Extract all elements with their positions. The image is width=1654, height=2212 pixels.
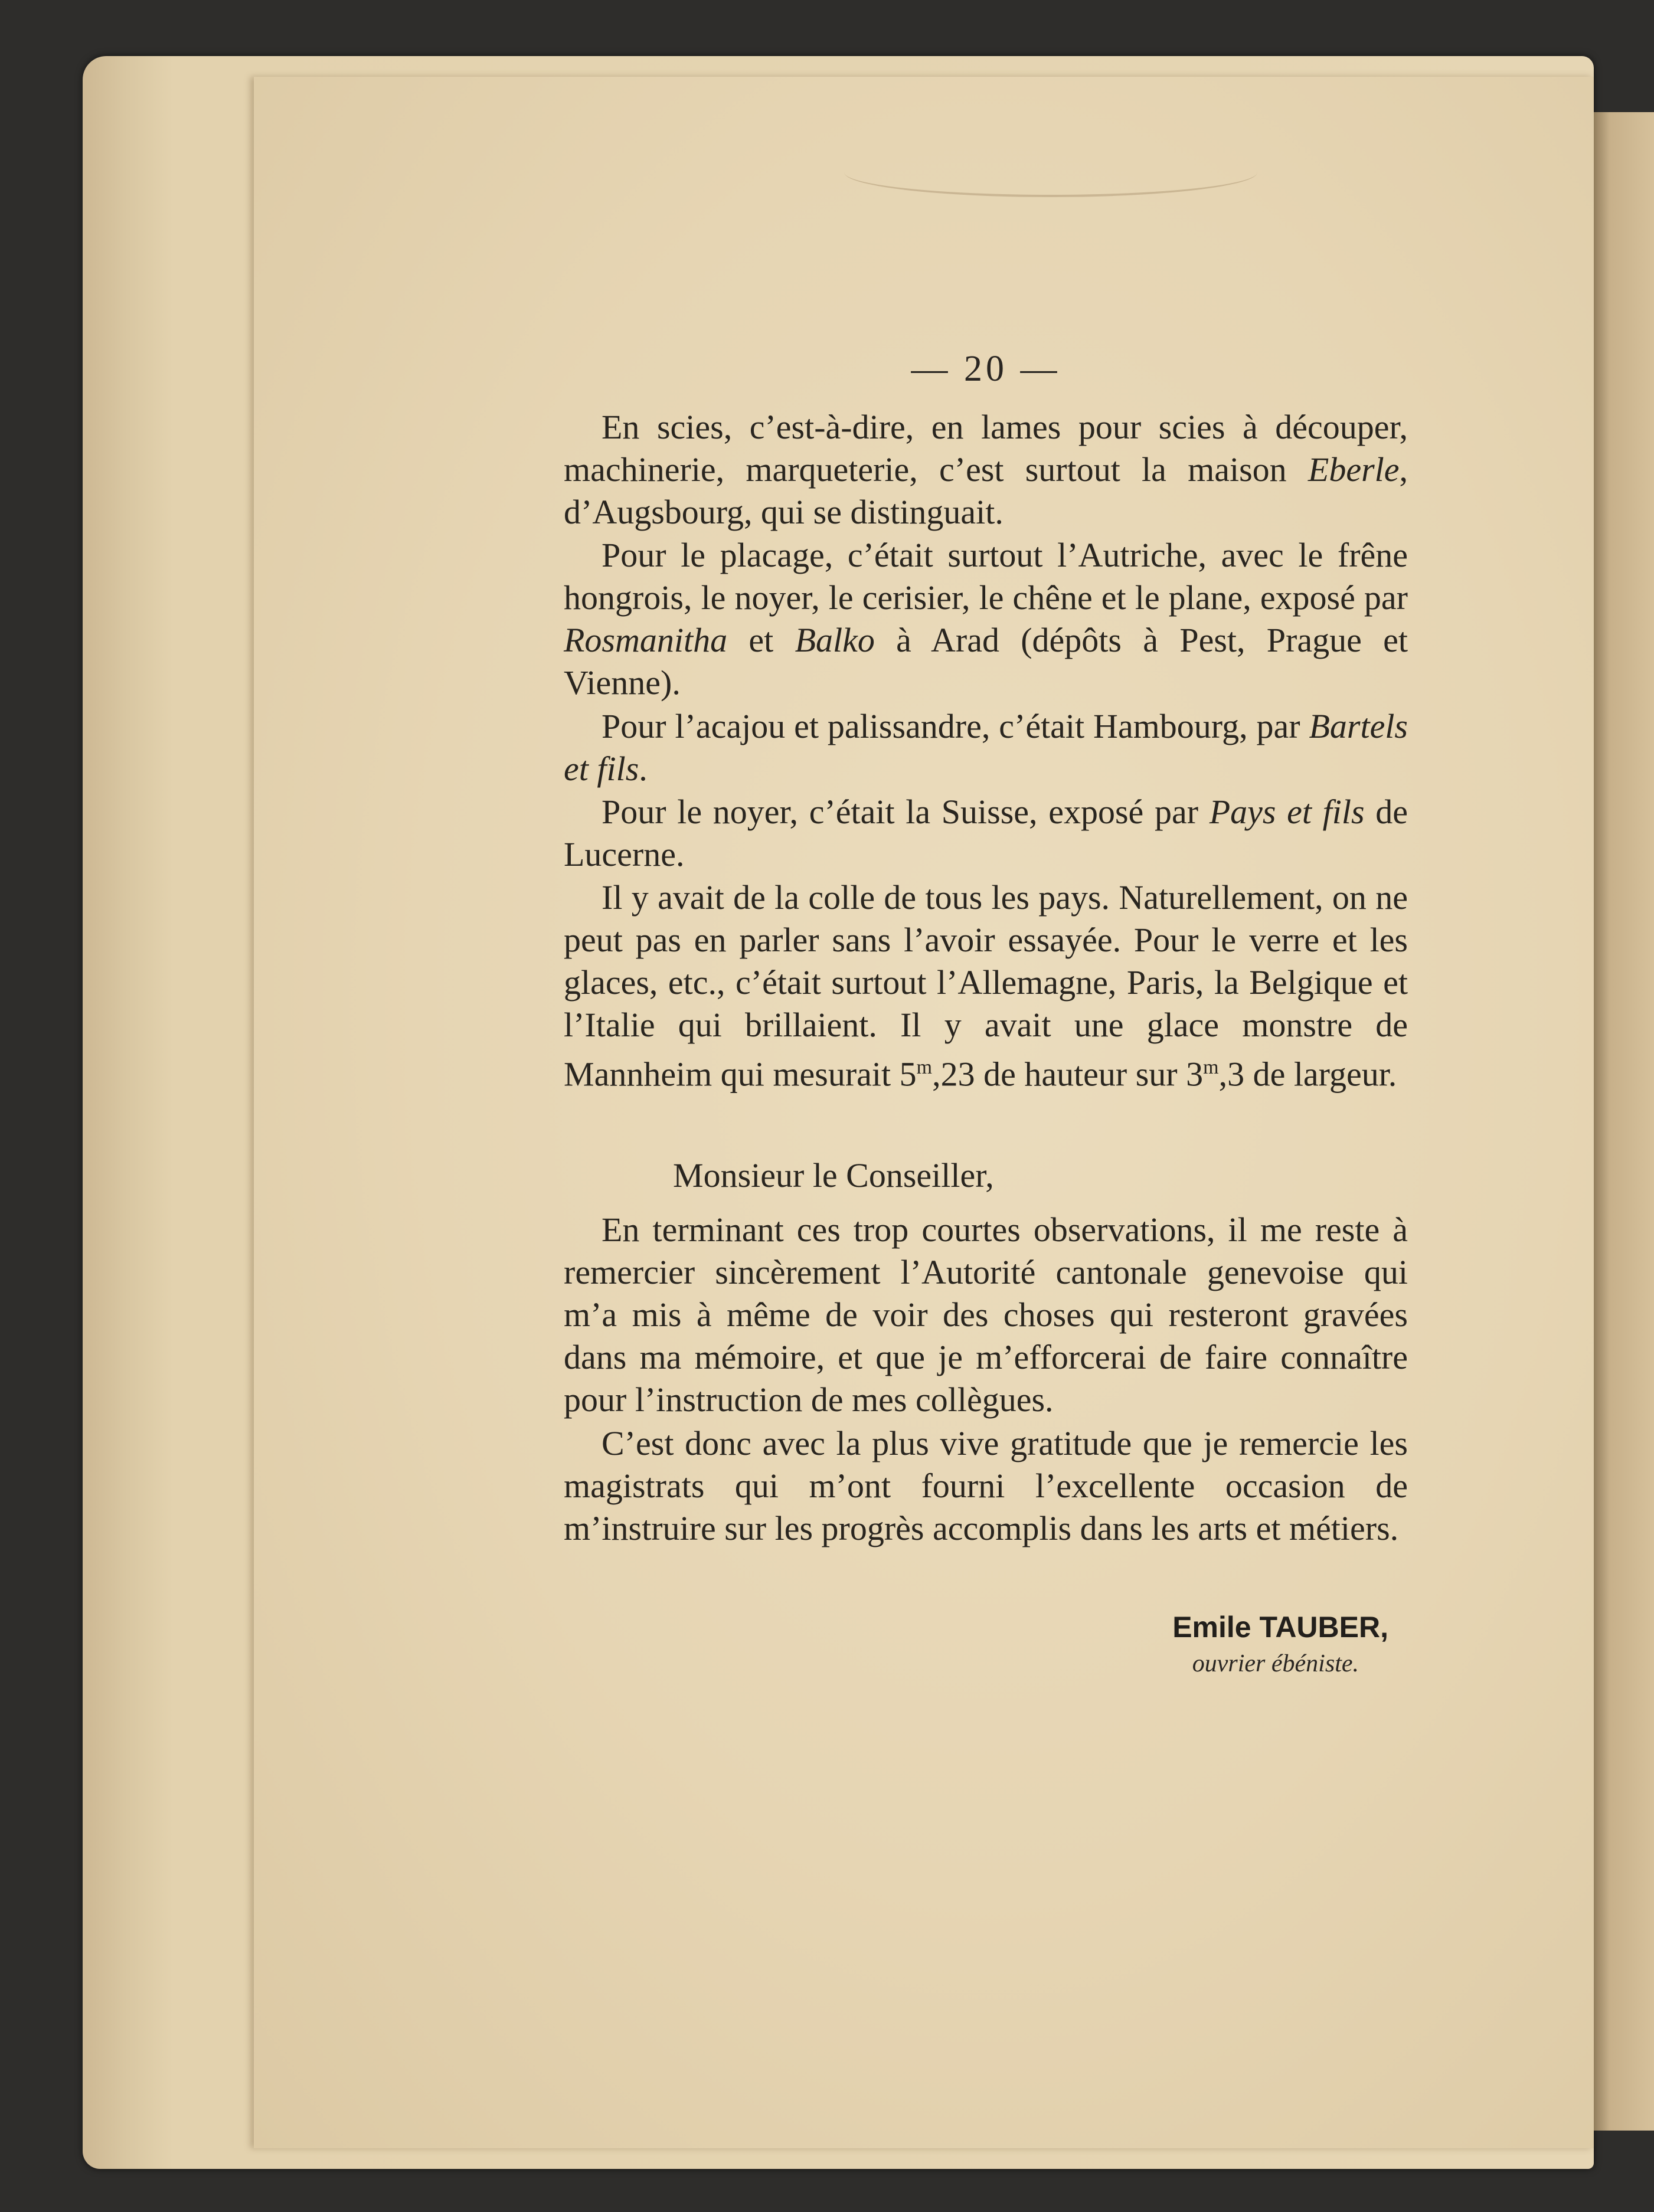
text-span: . [639,750,648,788]
text-span: Pour le placage, c’était surtout l’Autriche, avec le frêne hongrois, le noyer, le cerisier, le chêne et le plane, exposé par [564,536,1408,617]
paragraph-placage [564,534,1408,704]
emphasis-rosmanitha: Rosmanitha [564,621,728,659]
page-fold [844,148,1257,197]
emphasis-eberle: Eberle [1307,450,1400,489]
emphasis-balko: Balko [795,621,875,659]
paragraph-gratitude: C’est donc avec la plus vive gratitude que je remercie les magistrats qui m’ont fourni l’excellente occasion de m’instruire sur les progrès accomplis dans les arts et métiers. [564,1424,1408,1547]
text-span: de Lucerne. [564,793,1408,873]
emphasis-pays: Pays et fils [1209,793,1365,831]
signature-name: Emile TAUBER, [1172,1611,1388,1644]
signature-role: ouvrier ébéniste. [1192,1650,1359,1677]
paragraph-scies [564,406,1408,534]
superscript-m: m [1203,1056,1219,1078]
text-span: Pour le noyer, c’était la Suisse, exposé par [602,793,1210,831]
text-span: à Arad (dépôts à Pest, Prague et Vienne). [564,621,1408,702]
paragraph-terminant: En terminant ces trop courtes observations, il me reste à remercier sincèrement l’Autorité cantonale genevoise qui m’a mis à même de voir des choses qui resteront gravées dans ma mémoire, et que je m’efforcerai de faire connaître pour l’instruction de mes collègues. [564,1210,1408,1419]
text-span: ,23 de hauteur sur 3 [932,1055,1204,1094]
text-span: , d’Augsbourg, qui se distinguait. [564,450,1408,531]
paragraph-noyer [564,791,1408,876]
paragraph-colle [564,876,1408,1095]
text-span: et [727,621,795,659]
text-span: ,3 de largeur. [1218,1055,1397,1094]
text-span: Pour l’acajou et palissandre, c’était Hambourg, par [602,707,1309,745]
paragraph-acajou [564,705,1408,790]
facing-page-edge [1591,112,1654,2131]
page-number: — 20 — [911,349,1061,389]
text-span: En scies, c’est-à-dire, en lames pour scies à découper, machinerie, marqueterie, c’est surtout la maison [564,408,1408,489]
salutation: Monsieur le Conseiller, [673,1156,994,1195]
text-span: Il y avait de la colle de tous les pays. Naturellement, on ne peut pas en parler sans l’avoir essayée. Pour le verre et les glaces, etc., c’était surtout l’Allemagne, Paris, la Belgique et l’Italie qui brillaient. Il y avait une glace monstre de Mannheim qui mesurait 5 [564,878,1408,1094]
superscript-m: m [916,1056,933,1078]
emphasis-bartels: Bartels et fils [564,707,1408,788]
